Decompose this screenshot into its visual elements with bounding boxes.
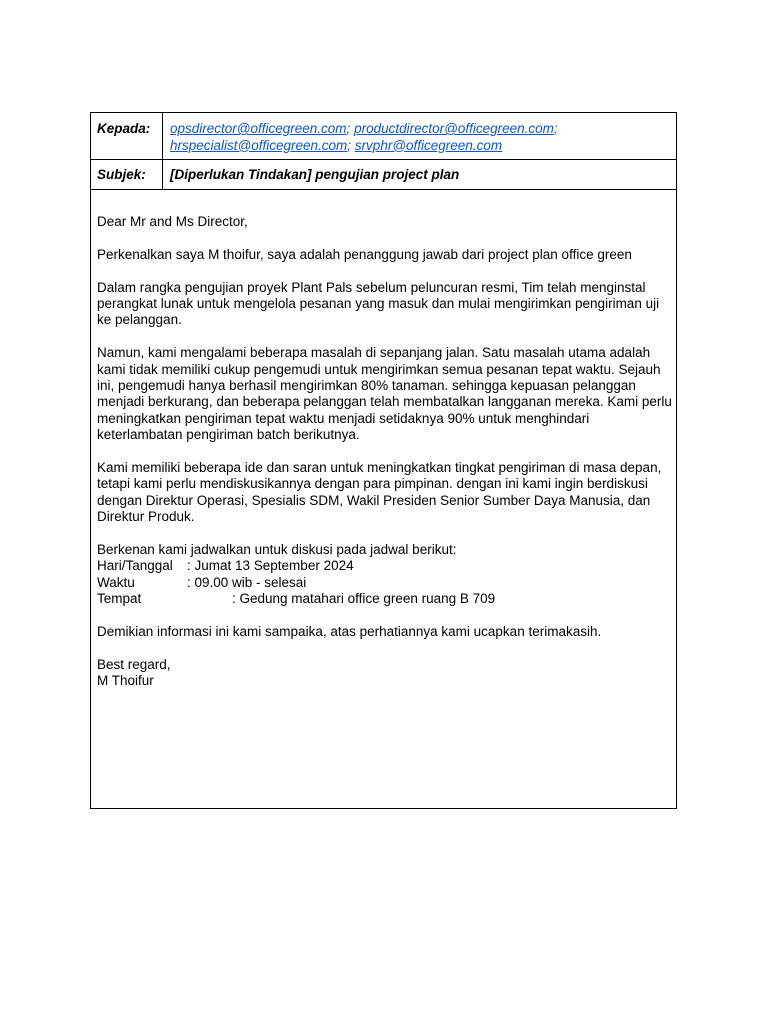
recipients-list: [163, 113, 676, 159]
email-body: [97, 214, 672, 706]
recipient-separator: ;: [346, 121, 351, 136]
paragraph-problem: Namun, kami mengalami beberapa masalah di sepanjang jalan. Satu masalah utama adalah kami tidak memiliki cukup pengemudi untuk mengirimkan semua pesanan tepat waktu. Sejauh ini, pengemudi hanya berhasil mengirimkan 80% tanaman. sehingga kepuasan pelanggan menjadi berkurang, dan beberapa pelanggan telah membatalkan langganan mereka. Kami perlu meningkatkan pengiriman tepat waktu menjadi setidaknya 90% untuk menghindari keterlambatan pengiriman batch berikutnya.: [97, 345, 672, 443]
schedule-place-label: Tempat: [97, 591, 142, 607]
to-label: Kepada:: [91, 113, 163, 159]
schedule-block: [97, 542, 672, 608]
subject-text: [Diperlukan Tindakan] pengujian project plan: [170, 167, 460, 182]
email-document: [90, 112, 677, 809]
schedule-place: [97, 591, 672, 607]
signoff: Best regard,: [97, 656, 171, 672]
schedule-time-value: : 09.00 wib - selesai: [187, 574, 307, 590]
recipient-separator: ;: [553, 121, 558, 136]
closing-paragraph: Demikian informasi ini kami sampaika, atas perhatiannya kami ucapkan terimakasih.: [97, 624, 602, 640]
subject-row: [91, 160, 676, 190]
schedule-intro: Berkenan kami jadwalkan untuk diskusi pada jadwal berikut:: [97, 542, 457, 558]
schedule-place-value: : Gedung matahari office green ruang B 709: [232, 591, 496, 607]
subject-label: Subjek:: [91, 160, 163, 189]
schedule-time: [97, 575, 672, 591]
signoff-block: [97, 657, 672, 690]
schedule-date-label: Hari/Tanggal: [97, 558, 173, 574]
recipient-email[interactable]: hrspecialist@officegreen.com: [170, 137, 348, 153]
recipient-email[interactable]: productdirector@officegreen.com: [354, 121, 554, 136]
recipient-email[interactable]: opsdirector@officegreen.com: [170, 121, 347, 136]
schedule-time-label: Waktu: [97, 574, 135, 590]
paragraph-ideas: Kami memiliki beberapa ide dan saran untuk meningkatkan tingkat pengiriman di masa depan, tetapi kami perlu mendiskusikannya dengan para pimpinan. dengan ini kami ingin berdiskusi dengan Direktur Operasi, Spesialis SDM, Wakil Presiden Senior Sumber Daya Manusia, dan Direktur Produk.: [97, 460, 662, 525]
recipient-separator: ;: [347, 137, 352, 153]
greeting: Dear Mr and Ms Director,: [97, 214, 248, 229]
schedule-date: [97, 558, 672, 574]
recipient-email[interactable]: srvphr@officegreen.com: [354, 137, 503, 153]
signature: M Thoifur: [97, 673, 154, 689]
intro-paragraph: Perkenalkan saya M thoifur, saya adalah penanggung jawab dari project plan office green: [97, 246, 632, 262]
schedule-date-value: : Jumat 13 September 2024: [187, 558, 354, 574]
paragraph-testing: Dalam rangka pengujian proyek Plant Pals sebelum peluncuran resmi, Tim telah menginstal perangkat lunak untuk mengelola pesanan yang masuk dan mulai mengirimkan pengiriman uji ke pelanggan.: [97, 279, 660, 328]
recipients-row: [91, 113, 676, 160]
